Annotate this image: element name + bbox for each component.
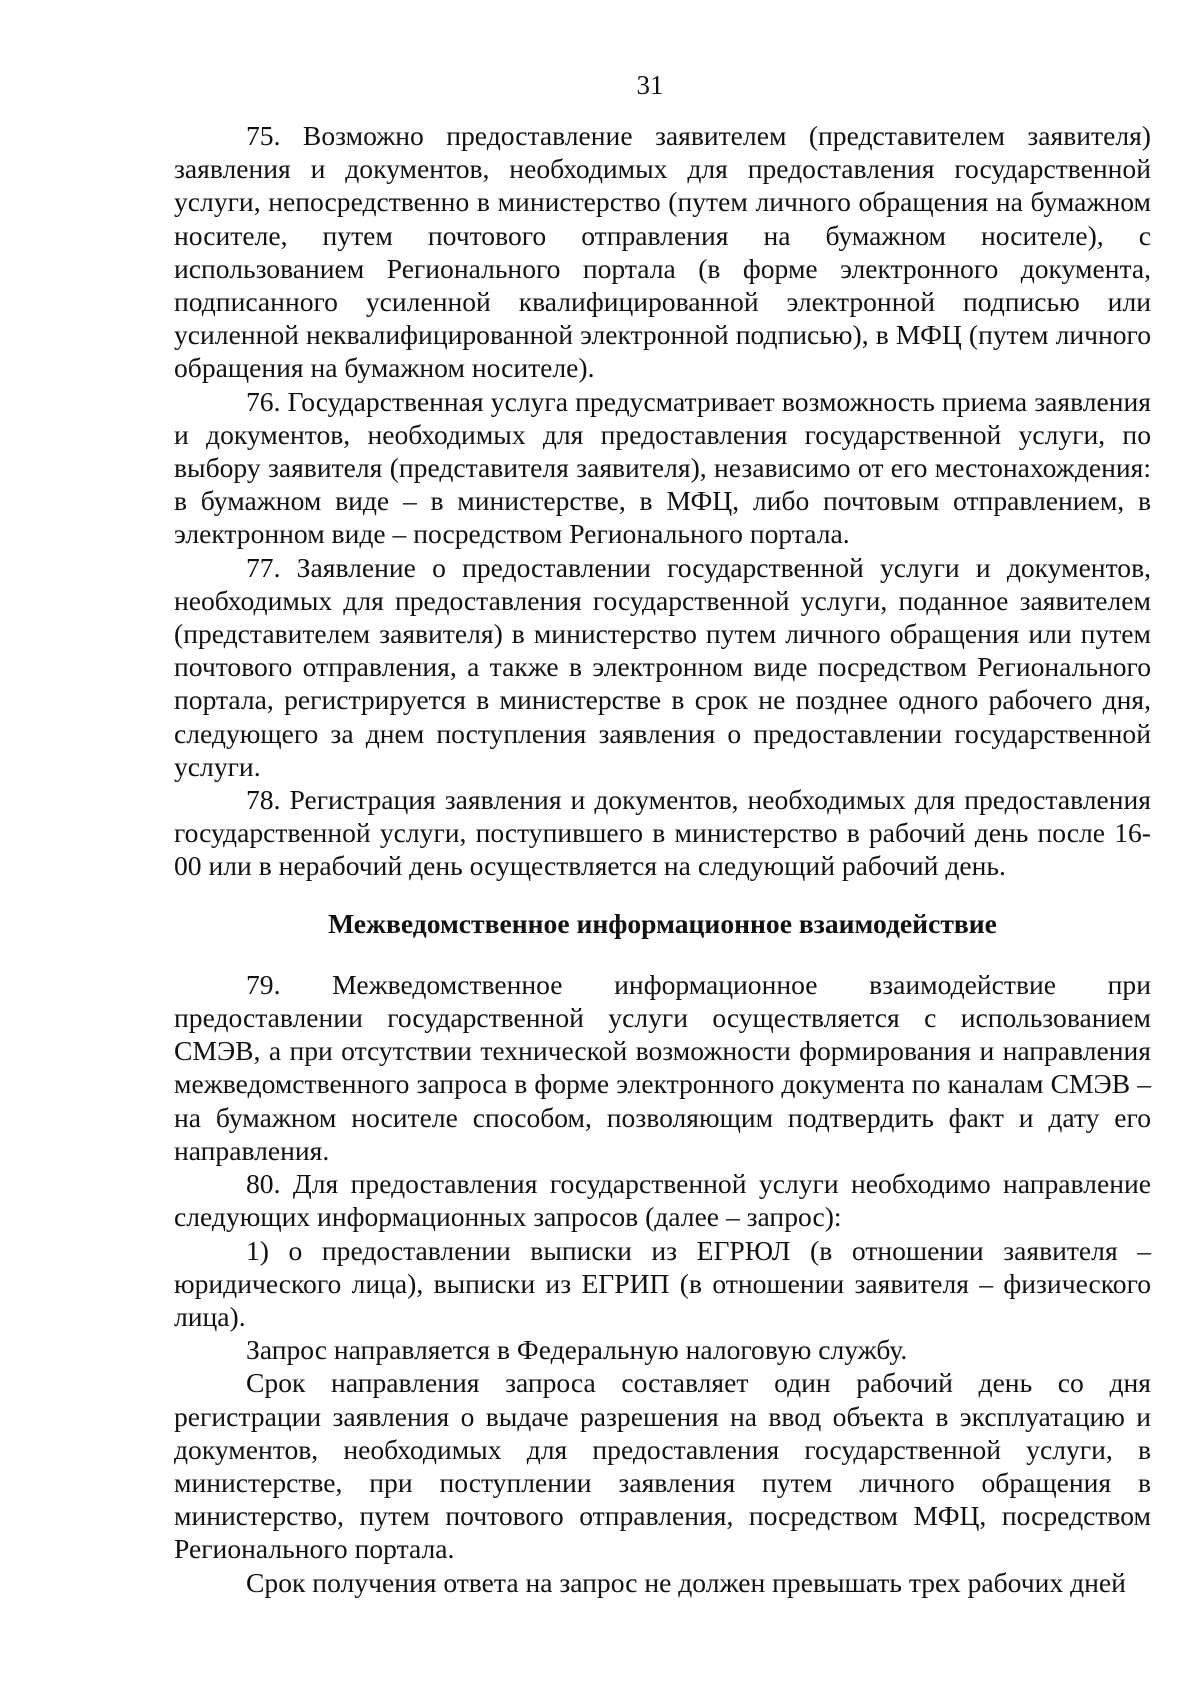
paragraph-79: 79. Межведомственное информационное взаимодействие при предоставлении государственной услуги осуществляется с использованием СМЭВ, а при отсутствии технической возможности формирования и направления межведомственного запроса в форме электронного документа по каналам СМЭВ – на бумажном носителе способом, позволяющим подтвердить факт и дату его направления. <box>174 968 1151 1166</box>
paragraph-response-term: Срок получения ответа на запрос не должен превышать трех рабочих дней <box>246 1566 1126 1598</box>
paragraph-request-term: Срок направления запроса составляет один рабочий день со дня регистрации заявления о выдаче разрешения на ввод объекта в эксплуатацию и документов, необходимых для предоставления государственной услуги, в министерстве, при поступлении заявления путем личного обращения в министерство, путем почтового отправления, посредством МФЦ, посредством Регионального портала. <box>174 1367 1151 1565</box>
list-item-1: 1) о предоставлении выписки из ЕГРЮЛ (в отношении заявителя – юридического лица), выписки из ЕГРИП (в отношении заявителя – физического лица). <box>174 1234 1151 1332</box>
paragraph-76: 76. Государственная услуга предусматривает возможность приема заявления и документов, необходимых для предоставления государственной услуги, по выбору заявителя (представителя заявителя), независимо от его местонахождения: в бумажном виде – в министерстве, в МФЦ, либо почтовым отправлением, в электронном виде – посредством Регионального портала. <box>174 385 1151 550</box>
paragraph-78: 78. Регистрация заявления и документов, необходимых для предоставления государственной услуги, поступившего в министерство в рабочий день после 16-00 или в нерабочий день осуществляется на следующий рабочий день. <box>174 784 1151 882</box>
page-number: 31 <box>636 70 664 100</box>
section-heading: Межведомственное информационное взаимодействие <box>328 907 997 939</box>
spacer <box>174 883 1151 889</box>
paragraph-request-fns: Запрос направляется в Федеральную налоговую службу. <box>246 1334 908 1366</box>
document-body <box>174 119 1151 1599</box>
paragraph-75: 75. Возможно предоставление заявителем (представителем заявителя) заявления и документов, необходимых для предоставления государственной услуги, непосредственно в министерство (путем личного обращения на бумажном носителе, путем почтового отправления на бумажном носителе), с использованием Регионального портала (в форме электронного документа, подписанного усиленной квалифицированной электронной подписью или усиленной неквалифицированной электронной подписью), в МФЦ (путем личного обращения на бумажном носителе). <box>174 120 1151 384</box>
paragraph-80: 80. Для предоставления государственной услуги необходимо направление следующих информационных запросов (далее – запрос): <box>174 1168 1151 1233</box>
paragraph-77: 77. Заявление о предоставлении государственной услуги и документов, необходимых для предоставления государственной услуги, поданное заявителем (представителем заявителя) в министерство путем личного обращения или путем почтового отправления, а также в электронном виде посредством Регионального портала, регистрируется в министерстве в срок не позднее одного рабочего дня, следующего за днем поступления заявления о предоставлении государственной услуги. <box>174 551 1151 782</box>
